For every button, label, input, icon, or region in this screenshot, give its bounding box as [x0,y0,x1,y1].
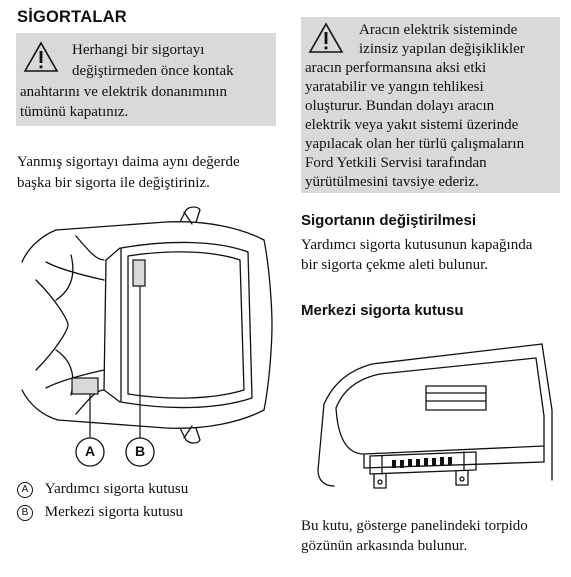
warning-line: elektrik veya yakıt sistemi üzerinde [305,117,519,133]
legend-label-b: Merkezi sigorta kutusu [44,504,184,520]
callout-b-label: B [134,443,146,459]
warning-line: Ford Yetkili Servisi tarafından [305,155,487,171]
legend-key-b: B [17,505,33,521]
warning-line: Herhangi bir sigortayı [72,42,205,58]
paragraph-line: Yardımcı sigorta kutusunun kapağında [301,237,533,253]
car-top-view-illustration [16,200,276,470]
warning-line: aracın performansına aksi etki [305,60,487,76]
legend-key-a: A [17,482,33,498]
subsection-title: Sigortanın değiştirilmesi [301,212,477,229]
warning-line: Aracın elektrik sisteminde [359,22,518,38]
paragraph-line: başka bir sigorta ile değiştiriniz. [17,175,210,191]
caption-line: gözünün arkasında bulunur. [301,538,468,554]
warning-line: izinsiz yapılan değişiklikler [359,41,525,57]
legend-item-a [17,480,188,499]
paragraph-line: bir sigorta çekme aleti bulunur. [301,257,489,273]
legend-label-a: Yardımcı sigorta kutusu [44,481,189,497]
warning-box-right [301,17,560,193]
warning-line: oluşturur. Bundan dolayı aracın [305,98,495,114]
warning-line: tümünü kapatınız. [20,104,129,120]
central-fuse-box-illustration [300,330,562,500]
warning-icon [23,41,59,73]
legend-item-b [17,503,183,522]
warning-line: yaratabilir ve yangın tehlikesi [305,79,484,95]
section-title: SİGORTALAR [17,8,127,26]
callout-a-label: A [84,443,96,459]
warning-line: değiştirmeden önce kontak [72,63,234,79]
paragraph-line: Yanmış sigortayı daima aynı değerde [17,154,240,170]
warning-line: yürütülmesini tavsiye ederiz. [305,174,479,190]
warning-line: yapılacak olan her türlü çalışmaların [305,136,525,152]
warning-box-left [16,33,276,126]
subsection-title: Merkezi sigorta kutusu [301,302,464,319]
warning-icon [308,22,344,54]
warning-line: anahtarını ve elektrik donanımının [20,84,228,100]
caption-line: Bu kutu, gösterge panelindeki torpido [301,518,528,534]
